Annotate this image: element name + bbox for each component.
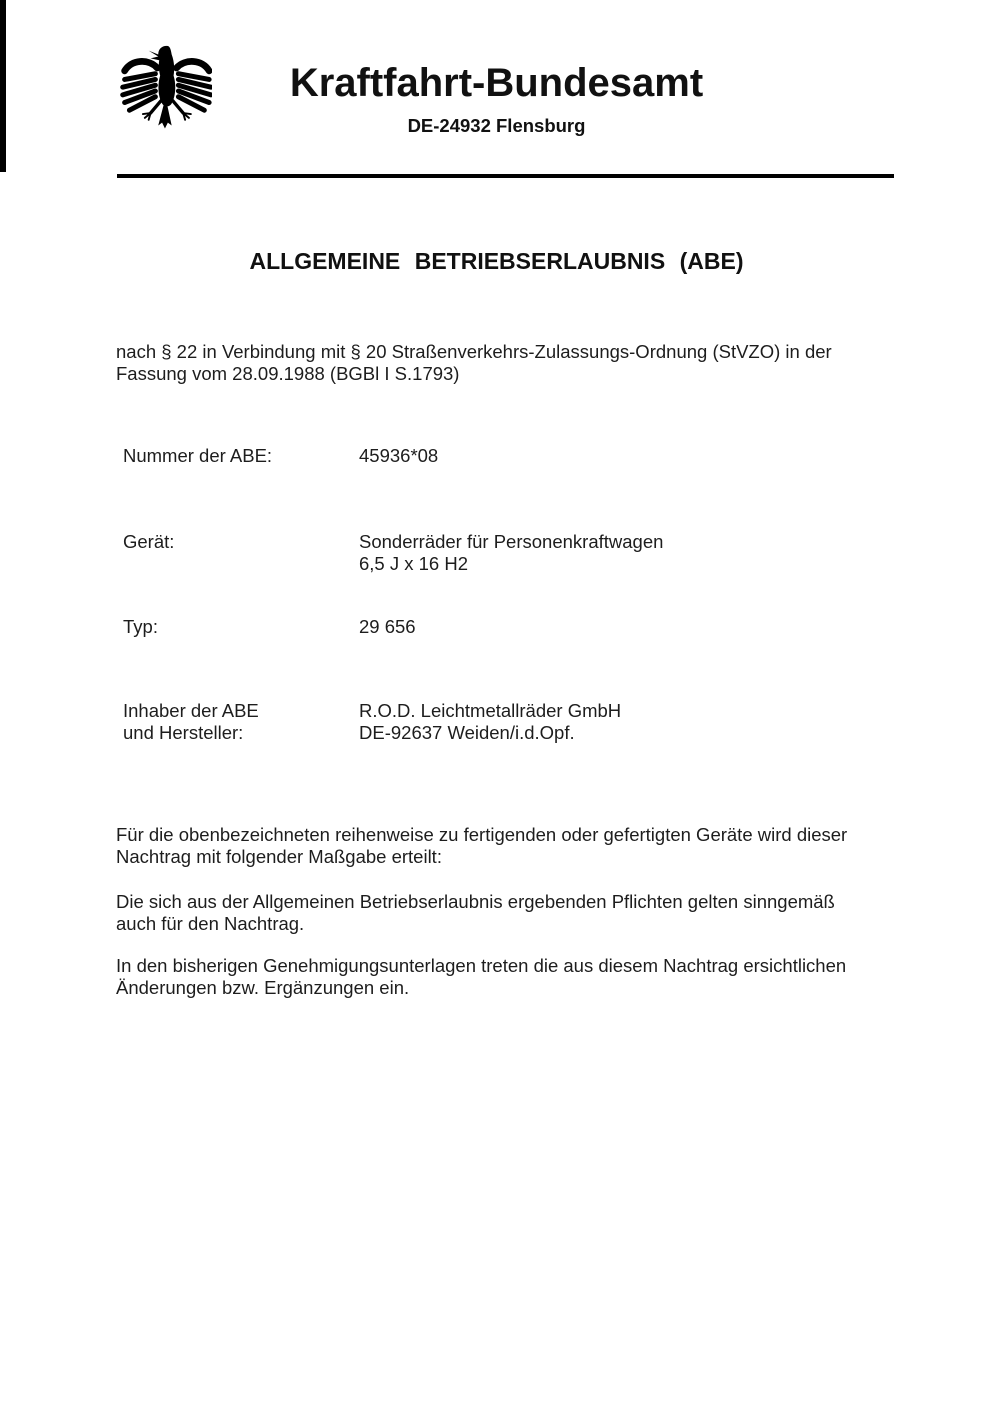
- agency-location: DE-24932 Flensburg: [407, 115, 586, 136]
- field-value: R.O.D. Leichtmetallräder GmbH DE-92637 Weiden/i.d.Opf.: [359, 700, 622, 743]
- header-divider: [117, 174, 894, 178]
- field-value: 45936*08: [359, 445, 439, 466]
- field-label: Gerät:: [123, 531, 175, 552]
- field-label: Nummer der ABE:: [123, 445, 273, 466]
- body-paragraph-aenderungen: In den bisherigen Genehmigungsunterlagen treten die aus diesem Nachtrag ersichtlichen Änderungen bzw. Ergänzungen ein.: [116, 955, 847, 998]
- document-title: ALLGEMEINE BETRIEBSERLAUBNIS (ABE): [249, 248, 744, 274]
- field-value: Sonderräder für Personenkraftwagen 6,5 J x 16 H2: [359, 531, 664, 574]
- legal-basis-paragraph: [116, 341, 832, 384]
- field-label: Typ:: [123, 616, 158, 637]
- agency-name: Kraftfahrt-Bundesamt: [289, 61, 704, 105]
- field-value: 29 656: [359, 616, 416, 637]
- legal-basis-line: nach § 22 in Verbindung mit § 20 Straßenverkehrs-Zulassungs-Ordnung (StVZO) in der: [116, 341, 832, 362]
- field-label: Inhaber der ABE und Hersteller:: [123, 700, 259, 743]
- legal-basis-line: Fassung vom 28.09.1988 (BGBl I S.1793): [116, 362, 460, 384]
- body-paragraph-nachtrag-erteilung: Für die obenbezeichneten reihenweise zu fertigenden oder gefertigten Geräte wird dieser Nachtrag mit folgender Maßgabe erteilt:: [116, 824, 848, 867]
- body-paragraph-pflichten: Die sich aus der Allgemeinen Betriebserlaubnis ergebenden Pflichten gelten sinngemäß auch für den Nachtrag.: [116, 891, 835, 934]
